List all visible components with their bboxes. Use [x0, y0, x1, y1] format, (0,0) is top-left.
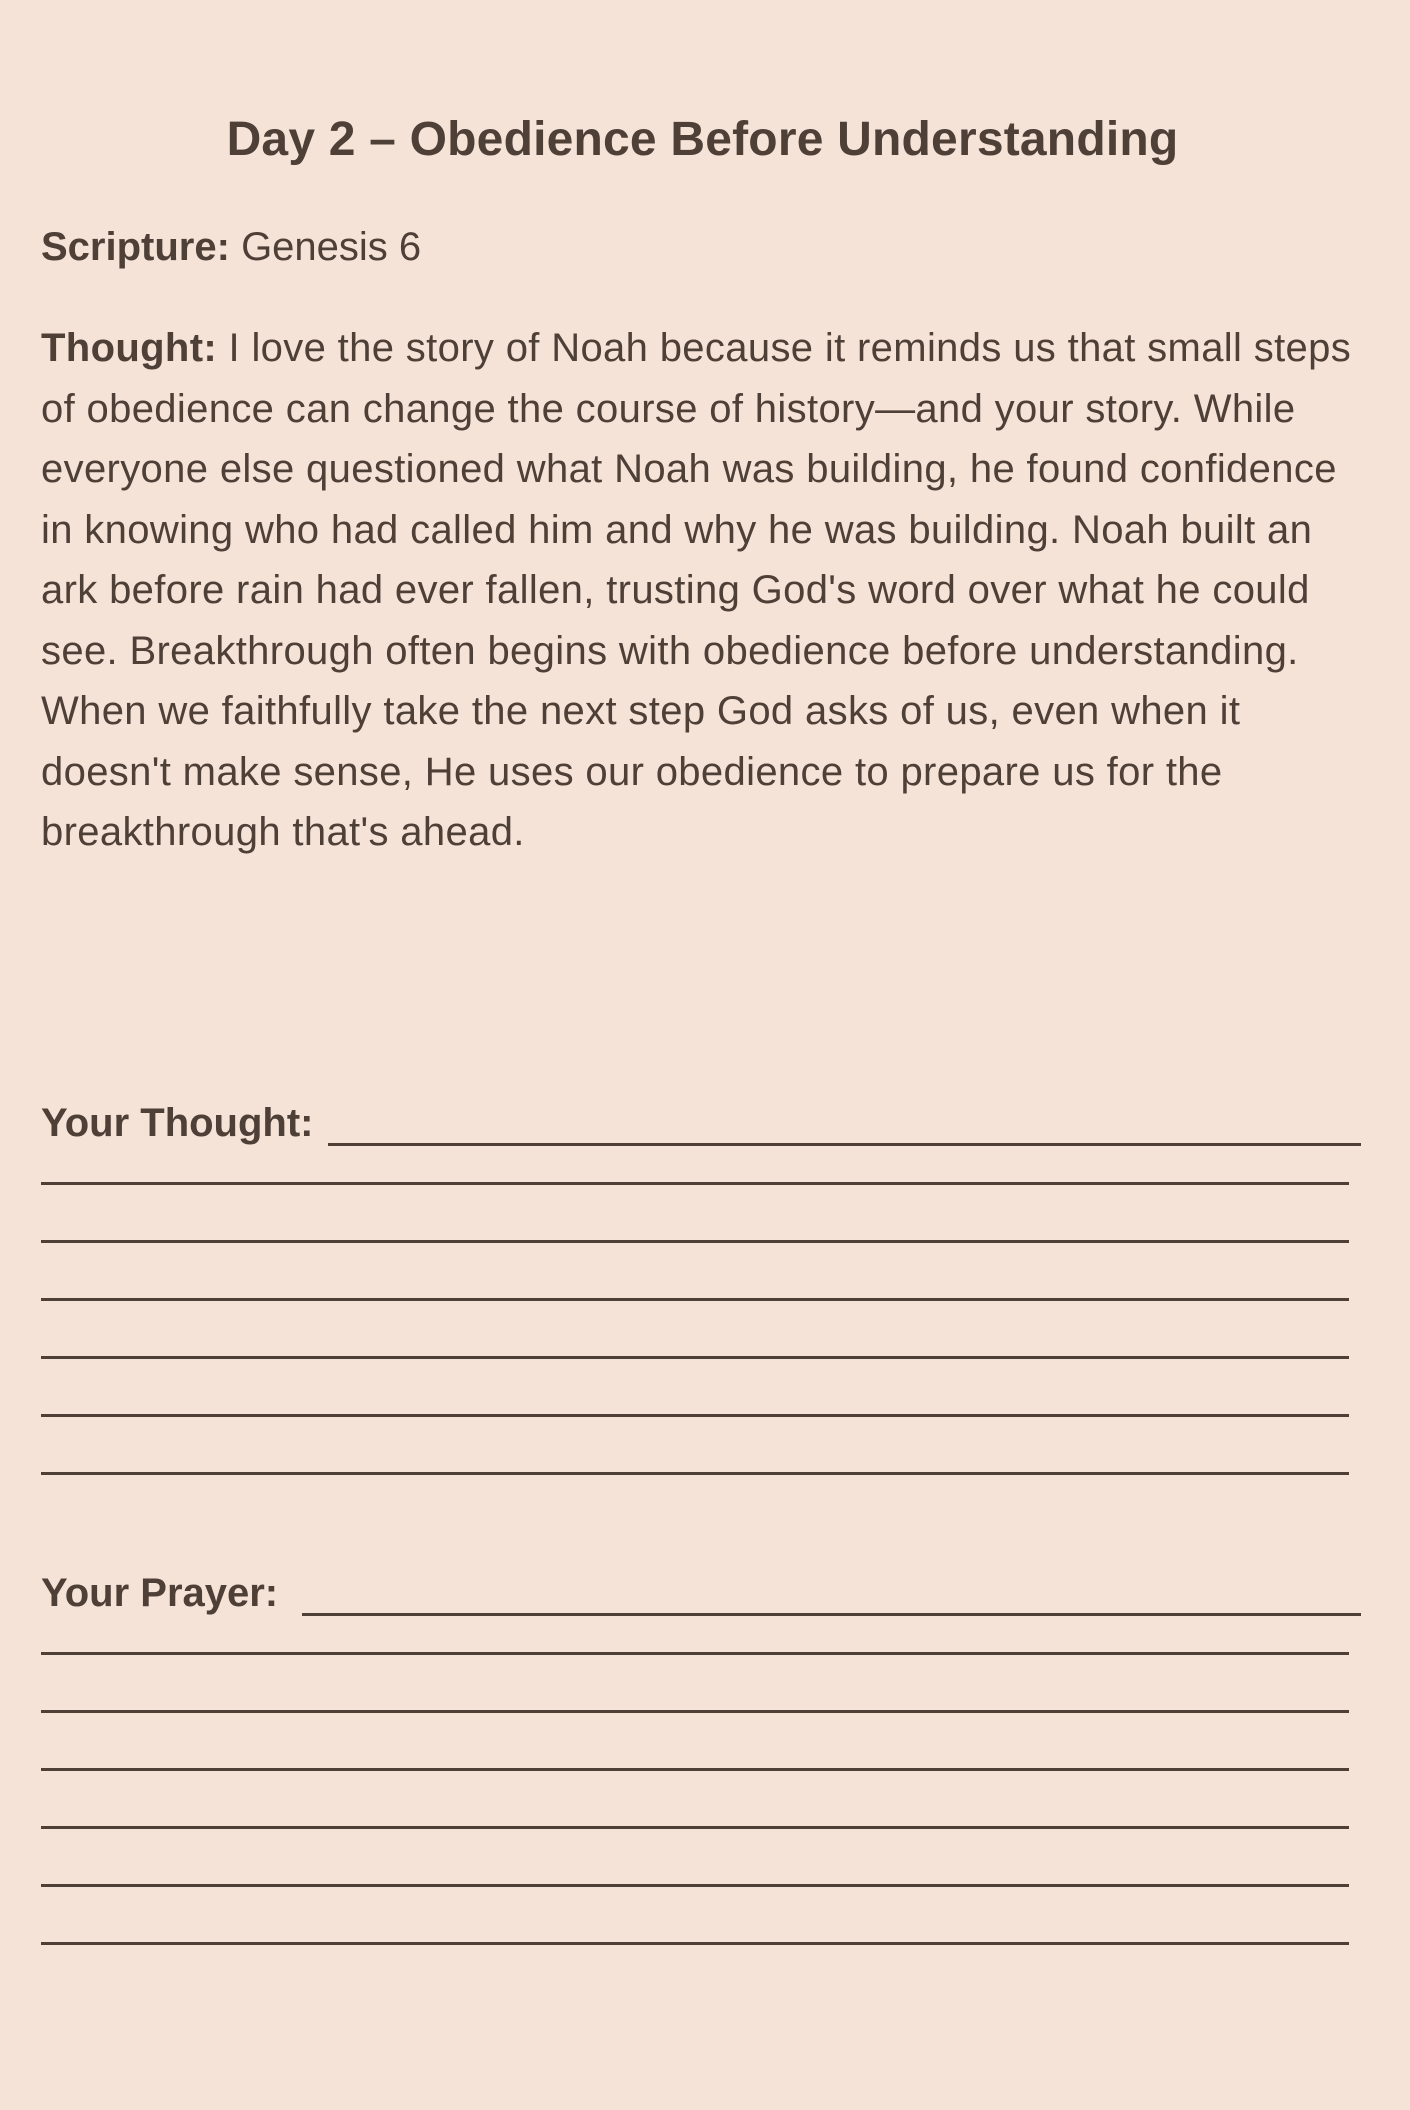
your-thought-label: Your Thought:	[41, 1101, 314, 1145]
page-title: Day 2 – Obedience Before Understanding	[226, 113, 1179, 166]
your-prayer-first-line[interactable]	[302, 1571, 1361, 1616]
scripture-line	[41, 222, 1364, 272]
your-thought-line[interactable]	[41, 1414, 1349, 1417]
your-thought-first-line[interactable]	[328, 1101, 1362, 1146]
your-thought-section	[41, 1096, 1361, 1475]
your-thought-line[interactable]	[41, 1298, 1349, 1301]
your-prayer-line[interactable]	[41, 1826, 1349, 1829]
your-prayer-line[interactable]	[41, 1652, 1349, 1655]
your-prayer-header	[41, 1566, 1361, 1616]
scripture-label: Scripture:	[41, 225, 230, 269]
thought-label: Thought:	[41, 326, 218, 370]
your-prayer-label: Your Prayer:	[41, 1571, 279, 1615]
scripture-reference: Genesis 6	[241, 225, 422, 269]
your-prayer-line[interactable]	[41, 1942, 1349, 1945]
your-thought-line[interactable]	[41, 1356, 1349, 1359]
your-thought-line[interactable]	[41, 1182, 1349, 1185]
your-prayer-line[interactable]	[41, 1768, 1349, 1771]
thought-paragraph	[41, 318, 1364, 863]
your-thought-header	[41, 1096, 1361, 1146]
your-thought-line[interactable]	[41, 1472, 1349, 1475]
your-prayer-section	[41, 1566, 1361, 1945]
your-prayer-line[interactable]	[41, 1884, 1349, 1887]
your-prayer-line[interactable]	[41, 1710, 1349, 1713]
your-thought-line[interactable]	[41, 1240, 1349, 1243]
journal-page	[0, 110, 1410, 2110]
thought-text: I love the story of Noah because it reminds us that small steps of obedience can change the course of history—and your story. While everyone else questioned what Noah was building, he found confidence in knowing who had called him and why he was building. Noah built an ark before rain had ever fallen, trusting God's word over what he could see. Breakthrough often begins with obedience before understanding. When we faithfully take the next step God asks of us, even when it doesn't make sense, He uses our obedience to prepare us for the breakthrough that's ahead.	[41, 326, 1352, 854]
